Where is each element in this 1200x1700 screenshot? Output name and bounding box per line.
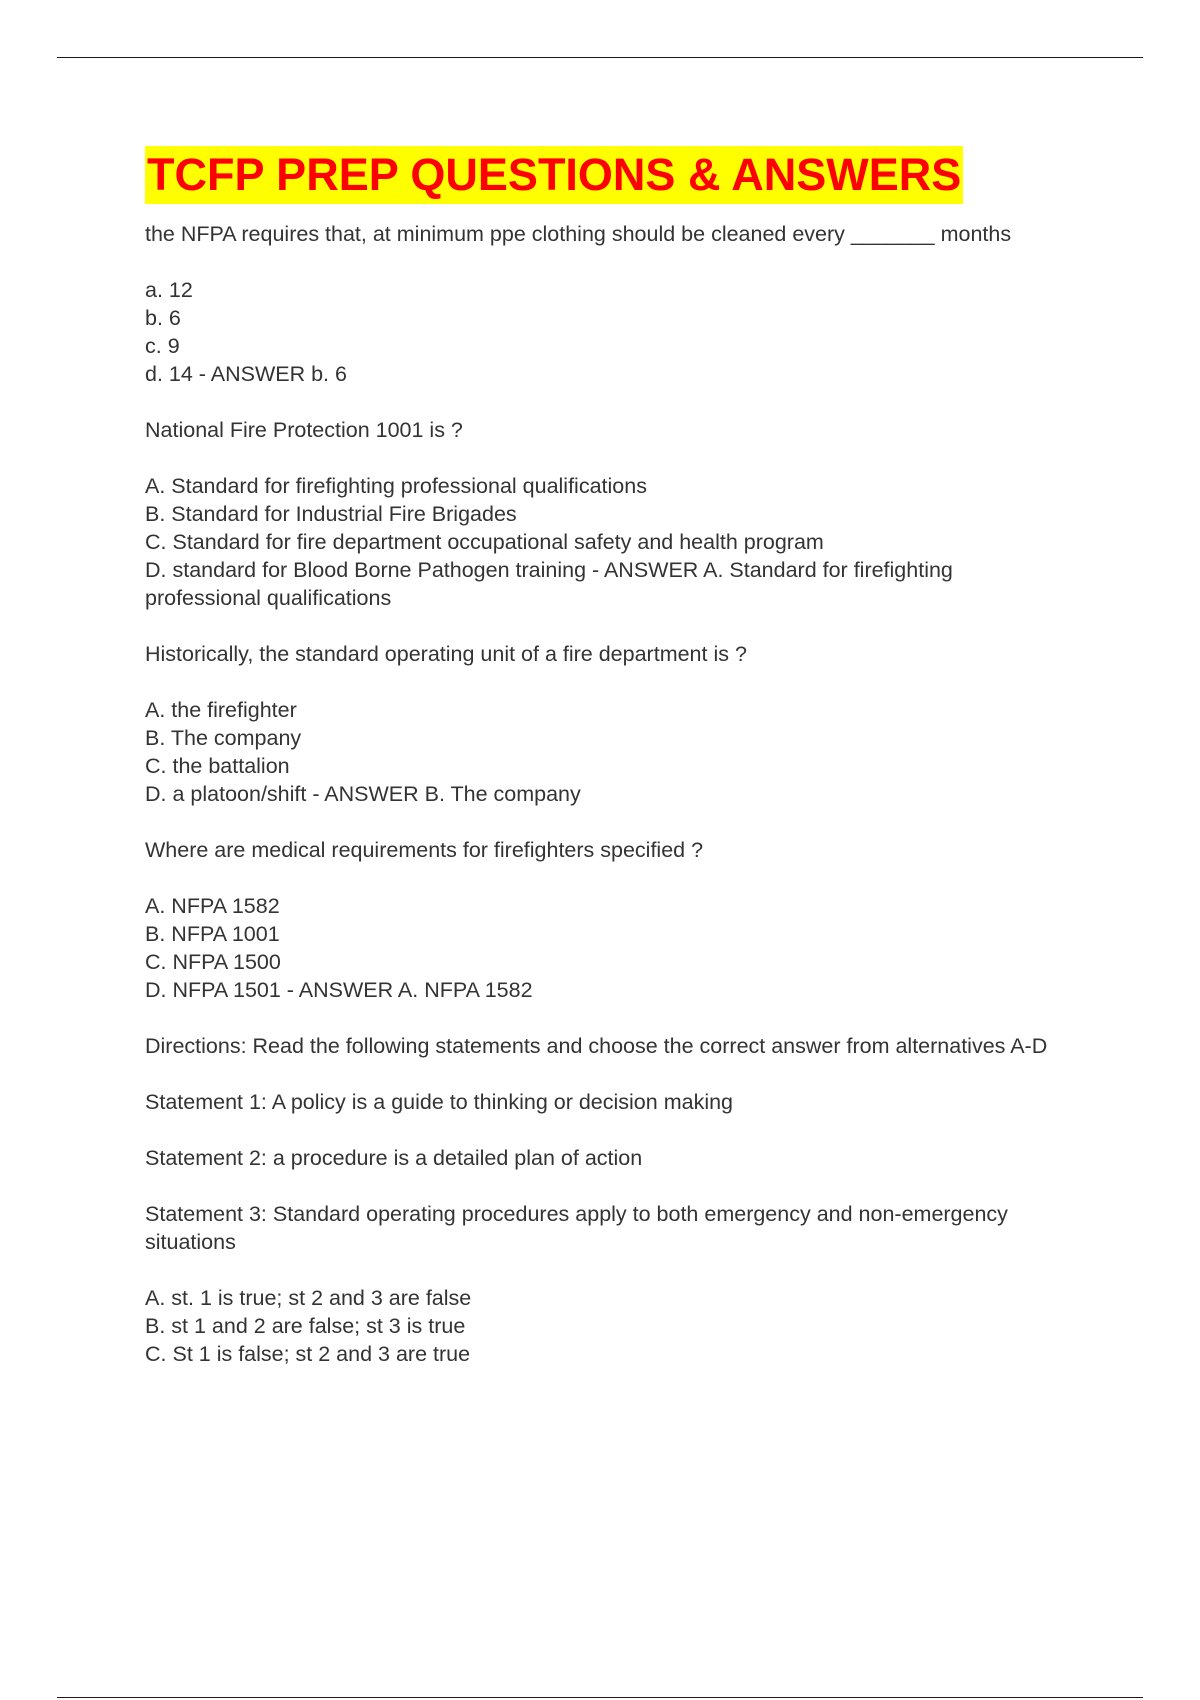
option: a. 12	[145, 278, 193, 302]
option: A. the firefighter	[145, 698, 297, 722]
option-list	[145, 696, 1070, 808]
option: b. 6	[145, 306, 181, 330]
option: B. NFPA 1001	[145, 922, 280, 946]
bottom-rule	[57, 1697, 1143, 1698]
option: c. 9	[145, 334, 180, 358]
option-list	[145, 892, 1070, 1004]
option-list	[145, 1284, 1070, 1368]
option: C. the battalion	[145, 754, 290, 778]
question-stem: the NFPA requires that, at minimum ppe clothing should be cleaned every _______ months	[145, 222, 1012, 246]
document-body	[145, 140, 1070, 1396]
option: C. St 1 is false; st 2 and 3 are true	[145, 1342, 471, 1366]
option: C. Standard for fire department occupational safety and health program	[145, 530, 824, 554]
question-stem: Historically, the standard operating unit of a fire department is ?	[145, 642, 747, 666]
option: B. The company	[145, 726, 302, 750]
option: B. Standard for Industrial Fire Brigades	[145, 502, 517, 526]
statement: Statement 2: a procedure is a detailed plan of action	[145, 1146, 643, 1170]
statement: Statement 1: A policy is a guide to thinking or decision making	[145, 1090, 734, 1114]
option: A. st. 1 is true; st 2 and 3 are false	[145, 1286, 472, 1310]
page-title: TCFP PREP QUESTIONS & ANSWERS	[145, 146, 963, 204]
option-with-answer: D. standard for Blood Borne Pathogen training - ANSWER A. Standard for firefighting professional qualifications	[145, 558, 953, 610]
option: C. NFPA 1500	[145, 950, 281, 974]
option: A. Standard for firefighting professional qualifications	[145, 474, 647, 498]
option-with-answer: D. a platoon/shift - ANSWER B. The company	[145, 782, 581, 806]
option: A. NFPA 1582	[145, 894, 280, 918]
option-list	[145, 472, 1070, 612]
question-stem: Where are medical requirements for firefighters specified ?	[145, 838, 704, 862]
statement: Statement 3: Standard operating procedures apply to both emergency and non-emergency situations	[145, 1202, 1014, 1254]
top-rule	[57, 57, 1143, 58]
option-list	[145, 276, 1070, 388]
question-stem: National Fire Protection 1001 is ?	[145, 418, 463, 442]
option: B. st 1 and 2 are false; st 3 is true	[145, 1314, 466, 1338]
option-with-answer: D. NFPA 1501 - ANSWER A. NFPA 1582	[145, 978, 533, 1002]
question-stem: Directions: Read the following statements and choose the correct answer from alternatives A-D	[145, 1034, 1048, 1058]
option-with-answer: d. 14 - ANSWER b. 6	[145, 362, 347, 386]
